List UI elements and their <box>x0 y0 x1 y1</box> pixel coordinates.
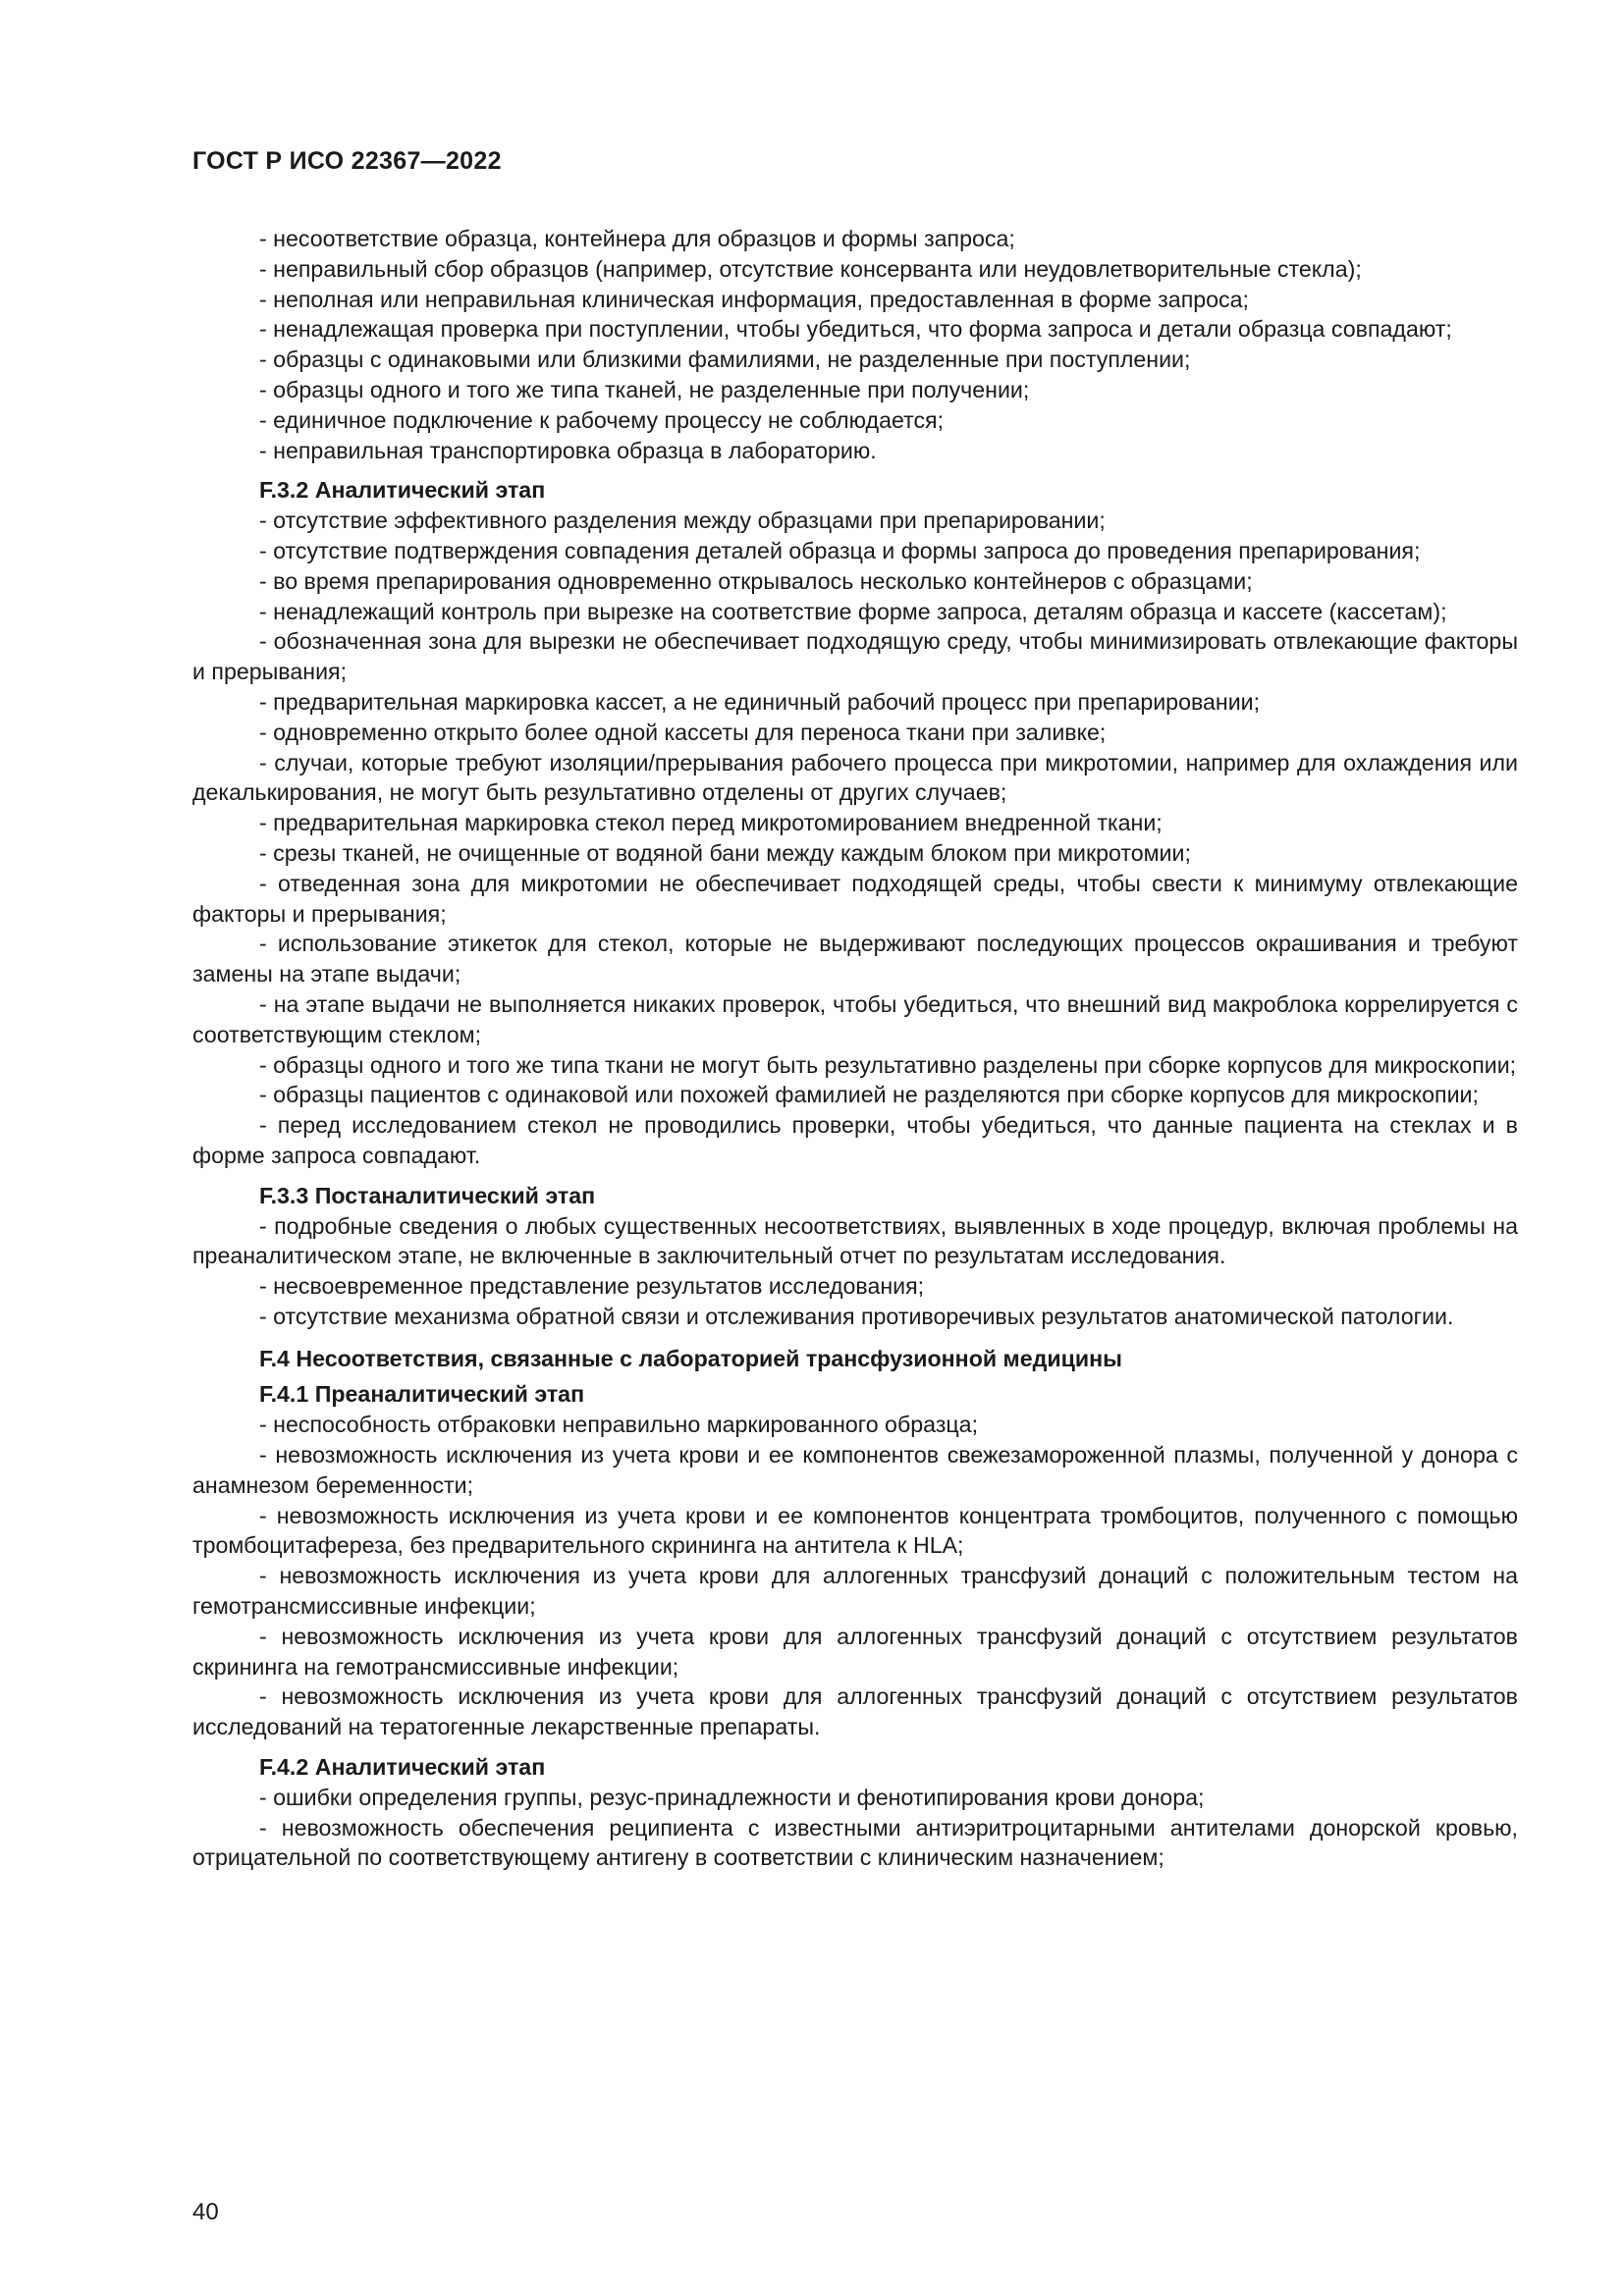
list-item: - отсутствие подтверждения совпадения деталей образца и формы запроса до проведения препарирования; <box>259 537 1421 563</box>
list-item: - перед исследованием стекол не проводились проверки, чтобы убедиться, что данные пациента на стеклах и в форме запроса совпадают. <box>192 1112 1518 1168</box>
list-item: - невозможность исключения из учета крови и ее компонентов концентрата тромбоцитов, полученного с помощью тромбоцитафереза, без предварительного скрининга на антитела к HLA; <box>192 1502 1518 1559</box>
document-body <box>192 224 1518 1873</box>
list-item: - отведенная зона для микротомии не обеспечивает подходящей среды, чтобы свести к минимуму отвлекающие факторы и прерывания; <box>192 870 1518 927</box>
list-item: - во время препарирования одновременно открывалось несколько контейнеров с образцами; <box>259 567 1253 594</box>
list-item: - образцы с одинаковыми или близкими фамилиями, не разделенные при поступлении; <box>259 347 1191 373</box>
list-item: - случаи, которые требуют изоляции/прерывания рабочего процесса при микротомии, например для охлаждения или декалькирования, не могут быть результативно отделены от других случаев; <box>192 749 1518 806</box>
list-item: - невозможность исключения из учета крови для аллогенных трансфузий донаций с отсутствием результатов исследований на тератогенные лекарственные препараты. <box>192 1683 1518 1740</box>
section-f-3-2 <box>192 475 1518 1170</box>
list-item: - образцы одного и того же типа ткани не могут быть результативно разделены при сборке корпусов для микроскопии; <box>259 1051 1517 1078</box>
list-item: - несвоевременное представление результатов исследования; <box>259 1273 925 1300</box>
list-item: - неспособность отбраковки неправильно маркированного образца; <box>259 1412 979 1438</box>
list-item: - ошибки определения группы, резус-принадлежности и фенотипирования крови донора; <box>259 1784 1205 1810</box>
list-item: - предварительная маркировка стекол перед микротомированием внедренной ткани; <box>259 810 1163 836</box>
section-f-4-2 <box>192 1752 1518 1873</box>
section-preanalytic-continued <box>192 224 1518 465</box>
list-item: - неправильный сбор образцов (например, отсутствие консерванта или неудовлетворительные стекла); <box>259 255 1362 282</box>
list-item: - предварительная маркировка кассет, а не единичный рабочий процесс при препарировании; <box>259 688 1261 715</box>
list-item: - невозможность исключения из учета крови и ее компонентов свежезамороженной плазмы, полученной у донора с анамнезом беременности; <box>192 1442 1518 1498</box>
list-item: - несоответствие образца, контейнера для образцов и формы запроса; <box>259 226 1015 251</box>
list-item: - одновременно открыто более одной кассеты для переноса ткани при заливке; <box>259 719 1107 745</box>
list-item: - на этапе выдачи не выполняется никаких проверок, чтобы убедиться, что внешний вид макроблока коррелируется с соответствующим стеклом; <box>192 990 1518 1047</box>
list-item: - образцы одного и того же типа тканей, не разделенные при получении; <box>259 376 1030 402</box>
list-item: - ненадлежащий контроль при вырезке на соответствие форме запроса, деталям образца и кассете (кассетам); <box>259 598 1447 624</box>
list-item: - невозможность исключения из учета крови для аллогенных трансфузий донаций с положительным тестом на гемотрансмиссивные инфекции; <box>192 1563 1518 1620</box>
section-heading: F.4.1 Преаналитический этап <box>259 1381 585 1408</box>
page-number: 40 <box>192 2199 219 2225</box>
list-item: - неполная или неправильная клиническая информация, предоставленная в форме запроса; <box>259 286 1249 312</box>
list-item: - ненадлежащая проверка при поступлении, чтобы убедиться, что форма запроса и детали образца совпадают; <box>259 316 1452 343</box>
list-item: - срезы тканей, не очищенные от водяной бани между каждым блоком при микротомии; <box>259 839 1191 866</box>
list-item: - единичное подключение к рабочему процессу не соблюдается; <box>259 406 945 433</box>
document-code-header: ГОСТ Р ИСО 22367—2022 <box>192 147 502 175</box>
section-heading: F.4.2 Аналитический этап <box>259 1754 546 1781</box>
list-item: - обозначенная зона для вырезки не обеспечивает подходящую среду, чтобы минимизировать отвлекающие факторы и прерывания; <box>192 628 1518 685</box>
section-heading: F.3.2 Аналитический этап <box>259 477 546 504</box>
section-heading: F.4 Несоответствия, связанные с лабораторией трансфузионной медицины <box>259 1345 1122 1371</box>
list-item: - образцы пациентов с одинаковой или похожей фамилией не разделяются при сборке корпусов для микроскопии; <box>259 1082 1479 1108</box>
list-item: - невозможность обеспечения реципиента с известными антиэритроцитарными антителами донорской кровью, отрицательной по соответствующему антигену в соответствии с клиническим назначением; <box>192 1814 1518 1871</box>
list-item: - невозможность исключения из учета крови для аллогенных трансфузий донаций с отсутствием результатов скрининга на гемотрансмиссивные инфекции; <box>192 1623 1518 1680</box>
list-item: - подробные сведения о любых существенных несоответствиях, выявленных в ходе процедур, включая проблемы на преаналитическом этапе, не включенные в заключительный отчет по результатам исследования. <box>192 1212 1518 1269</box>
section-f-3-3 <box>192 1181 1518 1332</box>
section-f-4-1 <box>192 1379 1518 1742</box>
section-f-4 <box>192 1344 1518 1374</box>
section-heading: F.3.3 Постаналитический этап <box>259 1182 596 1208</box>
list-item: - использование этикеток для стекол, которые не выдерживают последующих процессов окрашивания и требуют замены на этапе выдачи; <box>192 931 1518 988</box>
list-item: - отсутствие эффективного разделения между образцами при препарировании; <box>259 507 1106 534</box>
list-item: - отсутствие механизма обратной связи и отслеживания противоречивых результатов анатомической патологии. <box>259 1303 1454 1329</box>
list-item: - неправильная транспортировка образца в лабораторию. <box>259 437 877 463</box>
